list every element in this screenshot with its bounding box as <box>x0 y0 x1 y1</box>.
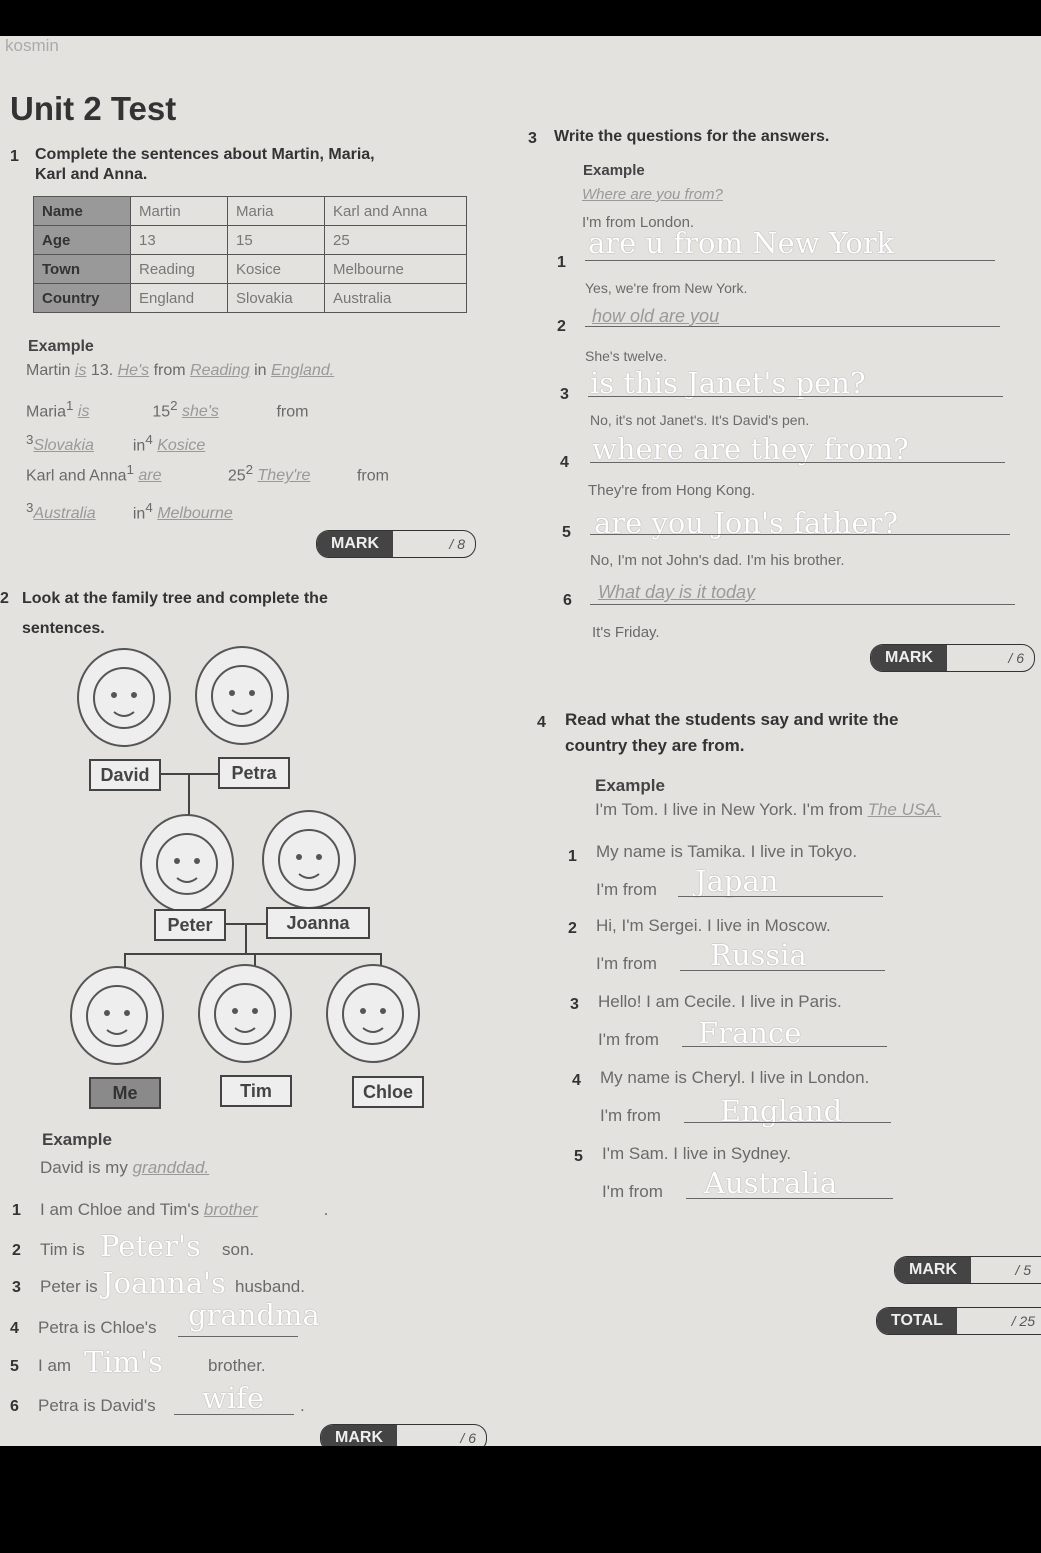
s4-item-number: 4 <box>572 1072 581 1089</box>
answer-text: England <box>720 1094 843 1128</box>
peter-portrait <box>140 814 234 913</box>
handwritten-fill: They're <box>257 467 311 485</box>
name-david: David <box>89 759 161 791</box>
s4-instruction-line1: Read what the students say and write the <box>565 710 899 729</box>
table-cell: Maria <box>228 197 325 226</box>
s3-reply: Yes, we're from New York. <box>585 280 748 296</box>
text: . <box>323 1200 329 1219</box>
handwritten-fill: brother <box>203 1200 258 1219</box>
s1-example-label: Example <box>28 338 94 355</box>
s4-statement: I'm Sam. I live in Sydney. <box>602 1144 792 1163</box>
s3-item-number: 2 <box>557 318 566 335</box>
answer-line <box>680 970 885 971</box>
corner-name: kosmin <box>5 36 59 55</box>
text: Karl and Anna <box>26 467 127 485</box>
text: Maria <box>26 403 67 421</box>
text: in <box>132 437 146 455</box>
s1-maria-line2: $^3$Slovakia $in^4$ Kosice <box>26 432 252 455</box>
s3-reply: It's Friday. <box>592 624 660 641</box>
handwritten-fill: Melbourne <box>157 505 233 523</box>
handwritten-answer: how old are you <box>592 306 720 326</box>
text: from <box>356 467 389 485</box>
s1-karl-line1: Karl and Anna$^1$ are $25^2$ They're from <box>26 462 389 485</box>
handwritten-fill: England. <box>271 362 335 379</box>
s4-item-number: 1 <box>568 848 577 865</box>
name-petra: Petra <box>218 757 290 789</box>
answer-text: Joanna's <box>102 1266 226 1300</box>
chloe-portrait <box>326 964 420 1063</box>
name-me: Me <box>89 1077 161 1109</box>
s4-example-label: Example <box>595 776 665 795</box>
mark-value: / 6 <box>460 1430 476 1446</box>
s4-prefix: I'm from <box>598 1030 659 1049</box>
info-table <box>33 196 467 313</box>
s4-item-number: 3 <box>570 996 579 1013</box>
s4-item-number: 5 <box>574 1148 583 1165</box>
test-paper <box>0 36 1041 1446</box>
page-title: Unit 2 Test <box>10 90 177 127</box>
text: David is my <box>40 1158 128 1177</box>
table-cell: Melbourne <box>325 255 467 284</box>
name-chloe: Chloe <box>352 1076 424 1108</box>
text: from <box>276 403 309 421</box>
s3-example-label: Example <box>583 162 645 179</box>
answer-text: France <box>698 1016 802 1050</box>
handwritten-fill: is <box>77 403 90 421</box>
text: Martin <box>26 362 71 379</box>
handwritten-fill: Reading <box>190 362 250 379</box>
table-cell: Karl and Anna <box>325 197 467 226</box>
text: in <box>254 362 267 379</box>
answer-line <box>585 326 1000 327</box>
table-cell: Martin <box>131 197 228 226</box>
table-cell: England <box>131 284 228 313</box>
s4-mark-box <box>894 1256 1041 1284</box>
table-row <box>34 226 467 255</box>
table-row <box>34 284 467 313</box>
total-value: / 25 <box>1011 1313 1035 1329</box>
answer-line <box>684 1122 891 1123</box>
answer-line <box>678 896 883 897</box>
s2-item-number: 3 <box>12 1279 21 1296</box>
s2-example-label: Example <box>42 1130 112 1149</box>
s2-number: 2 <box>0 590 9 607</box>
table-cell: Slovakia <box>228 284 325 313</box>
s2-item-3 <box>40 1277 98 1297</box>
text: I am Chloe and Tim's <box>40 1200 200 1219</box>
text: I'm Tom. I live in New York. I'm from <box>595 800 863 819</box>
answer-line <box>585 260 995 261</box>
s2-instruction-line2: sentences. <box>22 620 105 637</box>
s4-statement: My name is Tamika. I live in Tokyo. <box>596 842 858 861</box>
s4-prefix: I'm from <box>600 1106 661 1125</box>
s3-item-number: 1 <box>557 254 566 271</box>
s3-example-answer: I'm from London. <box>582 214 695 231</box>
mark-label: MARK <box>895 1257 971 1283</box>
mark-value: / 5 <box>1015 1262 1031 1278</box>
name-tim: Tim <box>220 1075 292 1107</box>
s3-item-number: 3 <box>560 386 569 403</box>
s4-statement: My name is Cheryl. I live in London. <box>600 1068 870 1087</box>
answer-text: wife <box>202 1381 264 1415</box>
s3-reply: She's twelve. <box>585 348 668 364</box>
joanna-portrait <box>262 810 356 909</box>
total-label: TOTAL <box>877 1308 957 1334</box>
s1-example-sentence <box>26 362 334 380</box>
s4-item-number: 2 <box>568 920 577 937</box>
text: Tim is <box>40 1240 85 1259</box>
s4-prefix: I'm from <box>596 880 657 899</box>
answer-line <box>590 604 1015 605</box>
s3-reply: No, I'm not John's dad. I'm his brother. <box>590 552 845 569</box>
text: 15 <box>152 403 171 421</box>
name-joanna: Joanna <box>266 907 370 939</box>
handwritten-fill: Slovakia <box>33 437 94 455</box>
answer-text: are you Jon's father? <box>594 506 899 540</box>
s2-item-2 <box>40 1240 85 1260</box>
handwritten-fill: is <box>74 362 87 379</box>
s3-mark-box <box>870 644 1035 672</box>
s1-number: 1 <box>10 148 19 165</box>
david-portrait <box>77 648 171 747</box>
s3-item-number: 5 <box>562 524 571 541</box>
answer-line <box>682 1046 887 1047</box>
answer-line <box>178 1336 298 1337</box>
handwritten-fill: Kosice <box>157 437 206 455</box>
table-row <box>34 197 467 226</box>
answer-line <box>590 462 1005 463</box>
s3-reply: No, it's not Janet's. It's David's pen. <box>590 412 810 428</box>
table-cell: 25 <box>325 226 467 255</box>
table-cell: 15 <box>228 226 325 255</box>
handwritten-fill: are <box>138 467 162 485</box>
answer-text: Russia <box>710 938 807 972</box>
petra-portrait <box>195 646 289 745</box>
answer-text: Australia <box>704 1166 838 1200</box>
s3-item-number: 4 <box>560 454 569 471</box>
s1-instruction-line2: Karl and Anna. <box>35 166 148 183</box>
answer-text: are u from New York <box>588 226 895 260</box>
mark-label: MARK <box>871 645 947 671</box>
tree-line <box>124 953 382 955</box>
name-peter: Peter <box>154 909 226 941</box>
me-portrait <box>70 966 164 1065</box>
s2-item-1 <box>40 1200 328 1220</box>
answer-text: is this Janet's pen? <box>590 366 866 400</box>
text: 13. <box>90 362 114 379</box>
answer-line <box>588 396 1003 397</box>
table-cell: 13 <box>131 226 228 255</box>
s2-item-2-post: son. <box>222 1240 255 1259</box>
table-cell: Reading <box>131 255 228 284</box>
s4-statement: Hi, I'm Sergei. I live in Moscow. <box>596 916 831 935</box>
mark-label: MARK <box>321 1425 397 1446</box>
s1-maria-line1: Maria$^1$ is $15^2$ she's from <box>26 398 309 421</box>
handwritten-fill: He's <box>117 362 150 379</box>
table-cell: Australia <box>325 284 467 313</box>
s2-item-number: 1 <box>12 1202 21 1219</box>
tree-line <box>124 953 126 967</box>
text: from <box>153 362 186 379</box>
s2-item-6 <box>38 1396 156 1416</box>
s2-mark-box <box>320 1424 487 1446</box>
mark-label: MARK <box>317 531 393 557</box>
text: Petra is Chloe's <box>38 1318 157 1337</box>
text: Petra is David's <box>38 1396 156 1415</box>
s2-item-6-post: . <box>300 1396 305 1415</box>
s2-item-5 <box>38 1356 71 1376</box>
answer-text: Peter's <box>100 1229 201 1263</box>
tree-line <box>245 925 247 953</box>
s1-mark-box <box>316 530 476 558</box>
text: 25 <box>227 467 246 485</box>
table-cell: Kosice <box>228 255 325 284</box>
s4-number: 4 <box>537 714 546 731</box>
handwritten-fill: Australia <box>33 505 96 523</box>
s2-item-number: 5 <box>10 1358 19 1375</box>
s2-item-number: 4 <box>10 1320 19 1337</box>
s2-item-number: 6 <box>10 1398 19 1415</box>
text: in <box>132 505 146 523</box>
s3-reply: They're from Hong Kong. <box>588 482 756 499</box>
s4-statement: Hello! I am Cecile. I live in Paris. <box>598 992 842 1011</box>
table-header: Name <box>34 197 131 226</box>
mark-value: / 8 <box>449 536 465 552</box>
s4-prefix: I'm from <box>596 954 657 973</box>
mark-value: / 6 <box>1008 650 1024 666</box>
s4-example-sentence <box>595 800 941 820</box>
s3-instruction: Write the questions for the answers. <box>554 128 830 145</box>
answer-line <box>590 534 1010 535</box>
answer-line <box>174 1414 294 1415</box>
answer-text: Tim's <box>84 1345 163 1379</box>
s2-item-number: 2 <box>12 1242 21 1259</box>
text: Peter is <box>40 1277 98 1296</box>
s2-item-4 <box>38 1318 157 1338</box>
table-row <box>34 255 467 284</box>
s1-karl-line2: $^3$Australia $in^4$ Melbourne <box>26 500 257 523</box>
s3-item-number: 6 <box>563 592 572 609</box>
answer-text: Japan <box>695 864 779 898</box>
handwritten-answer: What day is it today <box>598 582 756 602</box>
table-header: Country <box>34 284 131 313</box>
table-header: Age <box>34 226 131 255</box>
answer-line <box>686 1198 893 1199</box>
s3-number: 3 <box>528 130 537 147</box>
s1-instruction-line1: Complete the sentences about Martin, Maria, <box>35 146 375 163</box>
handwritten-fill: she's <box>182 403 219 421</box>
s4-prefix: I'm from <box>602 1182 663 1201</box>
s2-item-3-post: husband. <box>235 1277 305 1296</box>
handwritten-fill: granddad. <box>132 1158 210 1177</box>
s4-instruction-line2: country they are from. <box>565 736 745 755</box>
total-box <box>876 1307 1041 1335</box>
s2-example-sentence <box>40 1158 209 1178</box>
tim-portrait <box>198 964 292 1063</box>
s2-item-5-post: brother. <box>208 1356 266 1375</box>
text: I am <box>38 1356 72 1375</box>
answer-text: grandma <box>188 1298 320 1332</box>
handwritten-fill: The USA. <box>867 800 942 819</box>
s2-instruction-line1: Look at the family tree and complete the <box>22 590 328 607</box>
s3-example-question: Where are you from? <box>582 186 723 203</box>
table-header: Town <box>34 255 131 284</box>
answer-text: where are they from? <box>592 432 909 466</box>
tree-line <box>188 775 190 815</box>
